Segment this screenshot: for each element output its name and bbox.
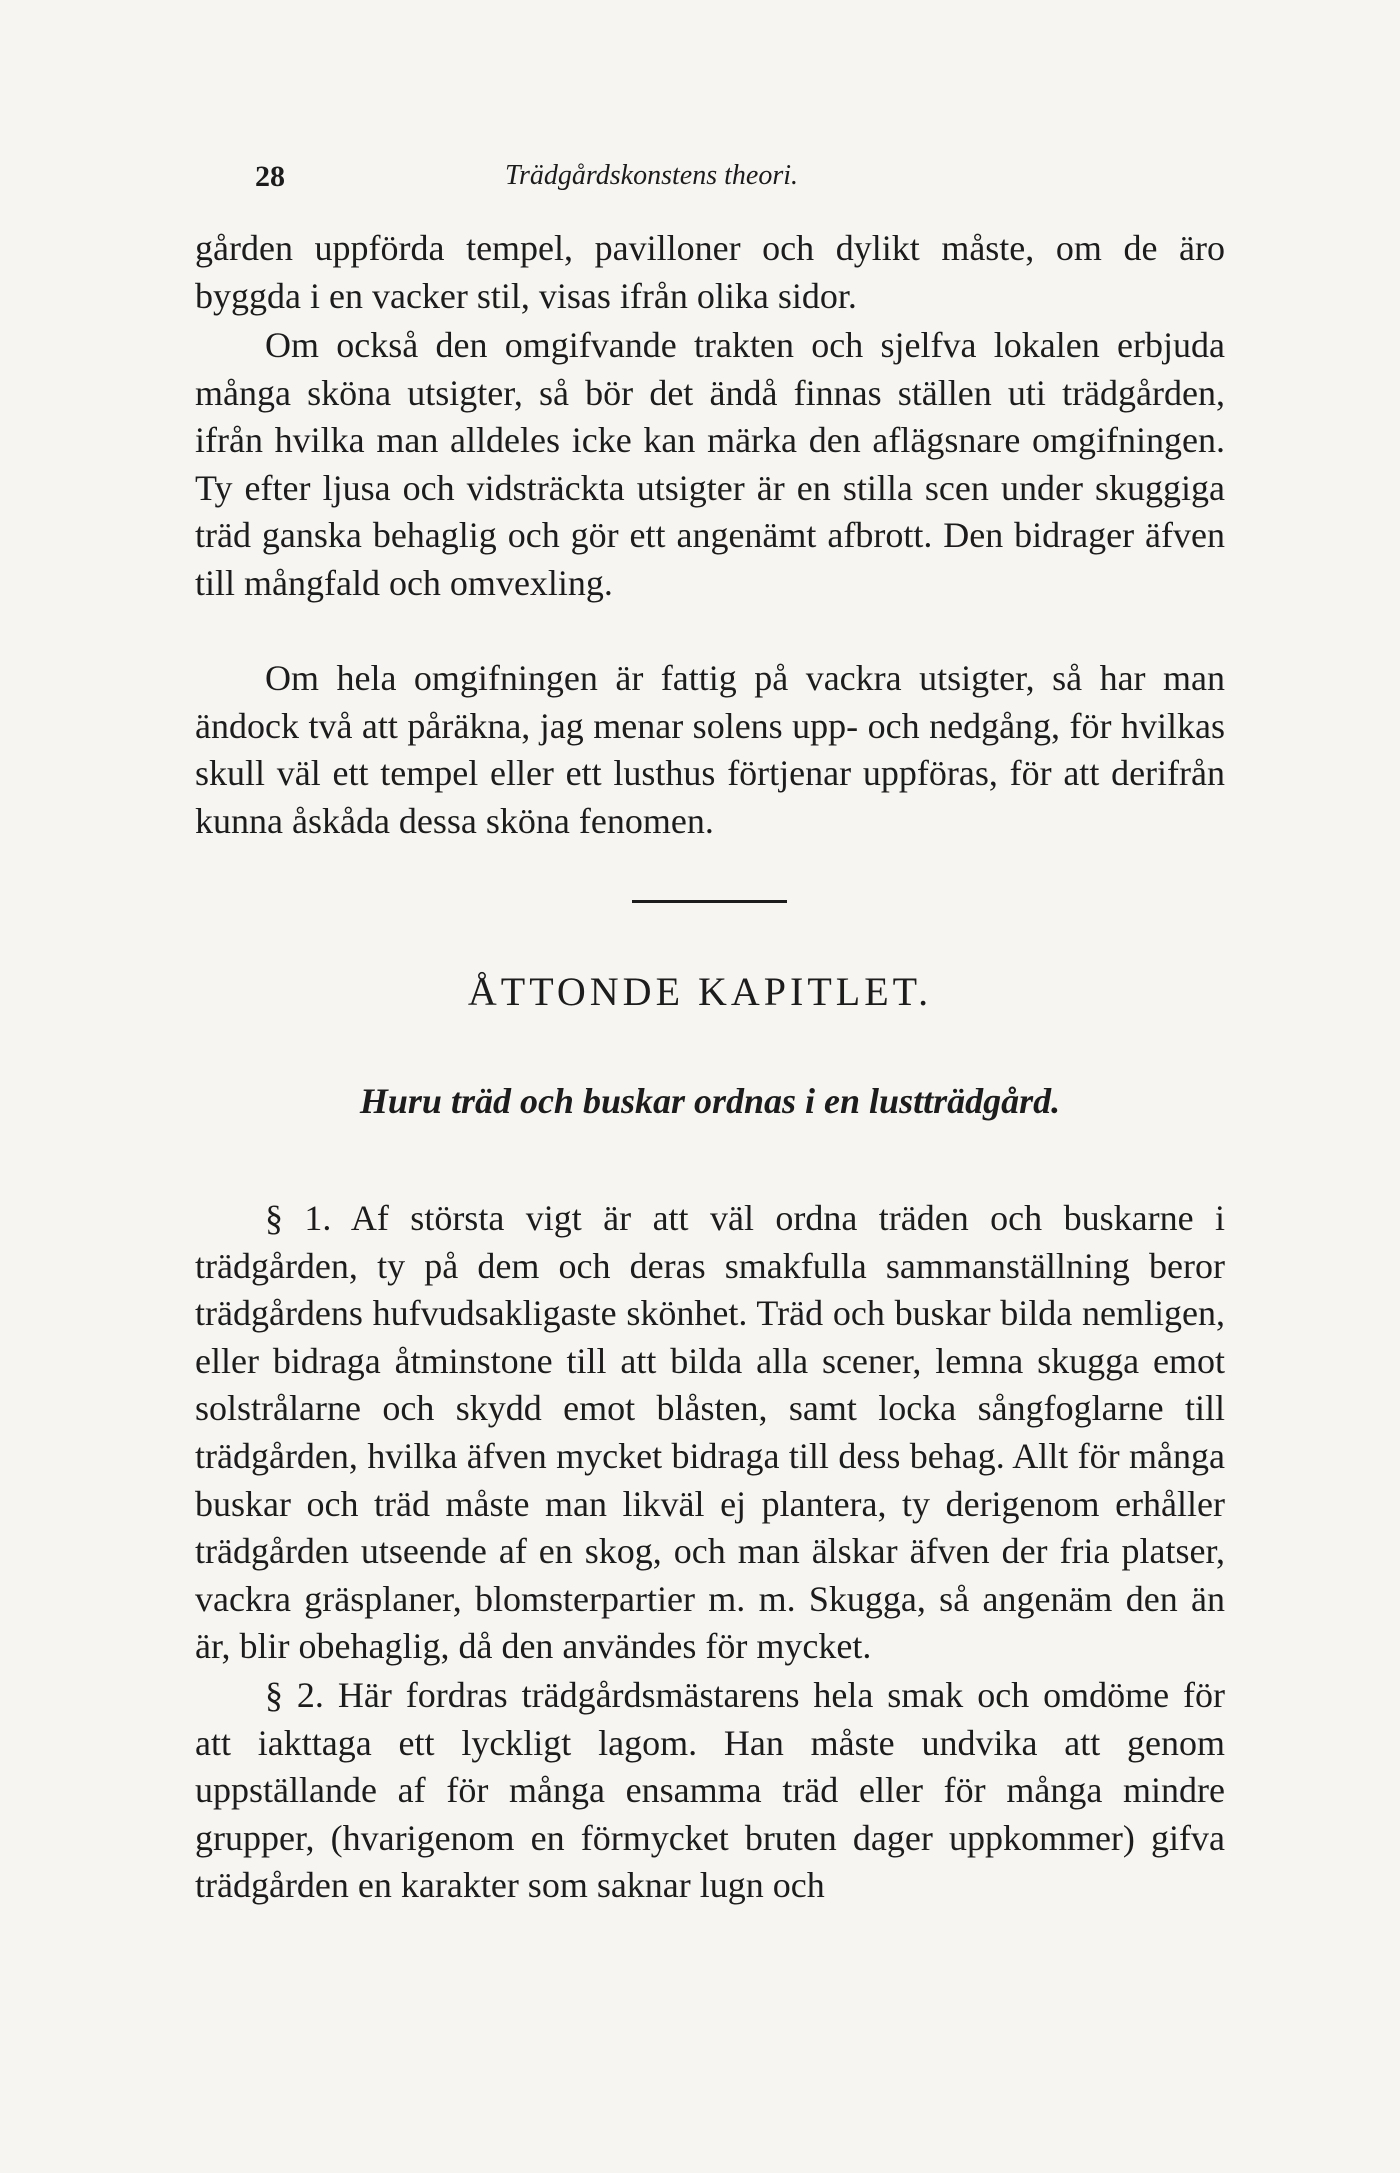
paragraph-omgifningen: Om hela omgifningen är fattig på vackra utsigter, så har man ändock två att påräkna, jag menar solens upp- och nedgång, för hvilkas skull väl ett tempel eller ett lusthus förtjenar uppföras, för att derifrån kunna åskåda dessa sköna fenomen. (195, 658, 1225, 841)
page-number: 28 (255, 160, 285, 193)
chapter-title: ÅTTONDE KAPITLET. (467, 969, 933, 1014)
section-2-paragraph: § 2. Här fordras trädgårdsmästarens hela smak och omdöme för att iakttaga ett lyckligt lagom. Han måste undvika att genom uppställande af för många ensamma träd eller för många mindre grupper, (hvarigenom en förmycket bruten dager uppkommer) gifva trädgården en karakter som saknar lugn och (195, 1675, 1225, 1906)
paragraph-utsigter: Om också den omgifvande trakten och sjelfva lokalen erbjuda många sköna utsigter, så bör det ändå finnas ställen uti trädgården, ifrån hvilka man alldeles icke kan märka den aflägsnare omgifningen. Ty efter ljusa och vidsträckta utsigter är en stilla scen under skuggiga träd ganska behaglig och gör ett angenämt afbrott. Den bidrager äfven till mångfald och omvexling. (195, 325, 1225, 603)
chapter-subtitle: Huru träd och buskar ordnas i en lustträdgård. (359, 1081, 1061, 1121)
running-title: Trädgårdskonstens theori. (505, 160, 798, 191)
page-header (255, 160, 1225, 208)
section-divider (632, 900, 787, 903)
section-1-paragraph: § 1. Af största vigt är att väl ordna träden och buskarne i trädgården, ty på dem och deras smakfulla sammanställning beror trädgårdens hufvudsakligaste skönhet. Träd och buskar bilda nemligen, eller bidraga åtminstone till att bilda alla scener, lemna skugga emot solstrålarne och skydd emot blåsten, samt locka sångfoglarne till trädgården, hvilka äfven mycket bidraga till dess behag. Allt för många buskar och träd måste man likväl ej plantera, ty derigenom erhåller trädgården utseende af en skog, och man älskar äfven der fria platser, vackra gräsplaner, blomsterpartier m. m. Skugga, så angenäm den än är, blir obehaglig, då den användes för mycket. (195, 1198, 1225, 1667)
continuation-paragraph: gården uppförda tempel, pavilloner och dylikt måste, om de äro byggda i en vacker stil, visas ifrån olika sidor. (195, 228, 1225, 316)
